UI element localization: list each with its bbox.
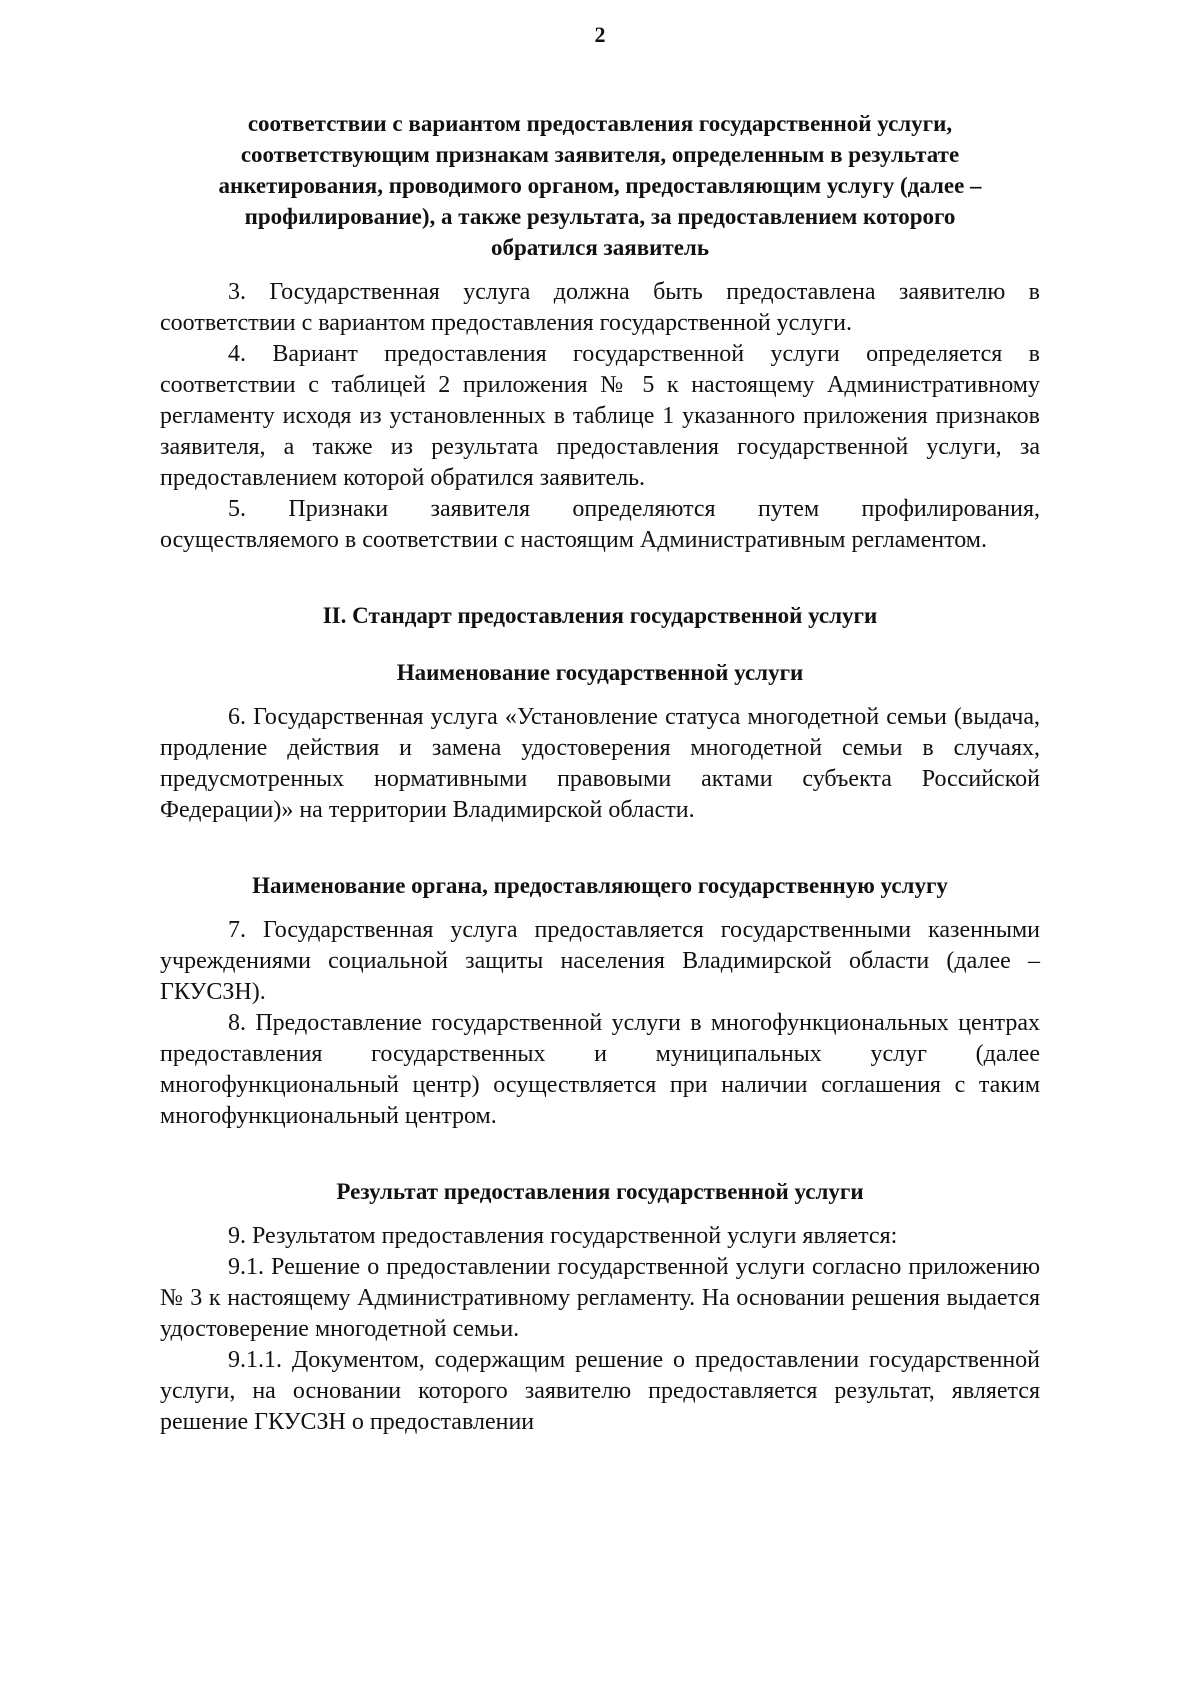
- paragraph-7: 7. Государственная услуга предоставляется государственными казенными учреждениями социальной защиты населения Владимирской области (далее – ГКУСЗН).: [160, 917, 1040, 1005]
- paragraph-9: 9. Результатом предоставления государственной услуги является:: [228, 1223, 898, 1249]
- intro-heading-line: профилирование), а также результата, за предоставлением которого: [244, 204, 956, 229]
- paragraph-8: 8. Предоставление государственной услуги в многофункциональных центрах предоставления государственных и муниципальных услуг (далее многофункциональный центр) осуществляется при наличии соглашения с таким многофункциональный центром.: [160, 1010, 1040, 1129]
- intro-heading-line: соответствующим признакам заявителя, определенным в результате: [240, 142, 960, 167]
- subheading-service-name: Наименование государственной услуги: [396, 660, 804, 685]
- section-heading: II. Стандарт предоставления государственной услуги: [322, 603, 878, 628]
- intro-heading-line: обратился заявитель: [491, 235, 709, 260]
- page-number: 2: [594, 22, 606, 47]
- intro-heading: [160, 108, 1040, 263]
- paragraph-6: 6. Государственная услуга «Установление статуса многодетной семьи (выдача, продление действия и замена удостоверения многодетной семьи в случаях, предусмотренных нормативными правовыми актами субъекта Российской Федерации)» на территории Владимирской области.: [160, 704, 1040, 823]
- paragraph-5: 5. Признаки заявителя определяются путем профилирования, осуществляемого в соответствии с настоящим Административным регламентом.: [160, 496, 1040, 553]
- paragraph-3: 3. Государственная услуга должна быть предоставлена заявителю в соответствии с вариантом предоставления государственной услуги.: [160, 279, 1040, 336]
- paragraph-4: 4. Вариант предоставления государственной услуги определяется в соответствии с таблицей 2 приложения № 5 к настоящему Административному регламенту исходя из установленных в таблице 1 указанного приложения признаков заявителя, а также из результата предоставления государственной услуги, за предоставлением которой обратился заявитель.: [160, 341, 1040, 491]
- intro-heading-line: анкетирования, проводимого органом, предоставляющим услугу (далее –: [218, 173, 982, 198]
- subheading-authority: Наименование органа, предоставляющего государственную услугу: [252, 873, 948, 898]
- paragraph-9-1-1: 9.1.1. Документом, содержащим решение о предоставлении государственной услуги, на основании которого заявителю предоставляется результат, является решение ГКУСЗН о предоставлении: [160, 1347, 1040, 1435]
- subheading-result: Результат предоставления государственной услуги: [336, 1179, 864, 1204]
- document-body: [160, 108, 1040, 1438]
- intro-heading-line: соответствии с вариантом предоставления государственной услуги,: [247, 111, 953, 136]
- paragraph-9-1: 9.1. Решение о предоставлении государственной услуги согласно приложению № 3 к настоящему Административному регламенту. На основании решения выдается удостоверение многодетной семьи.: [160, 1254, 1040, 1342]
